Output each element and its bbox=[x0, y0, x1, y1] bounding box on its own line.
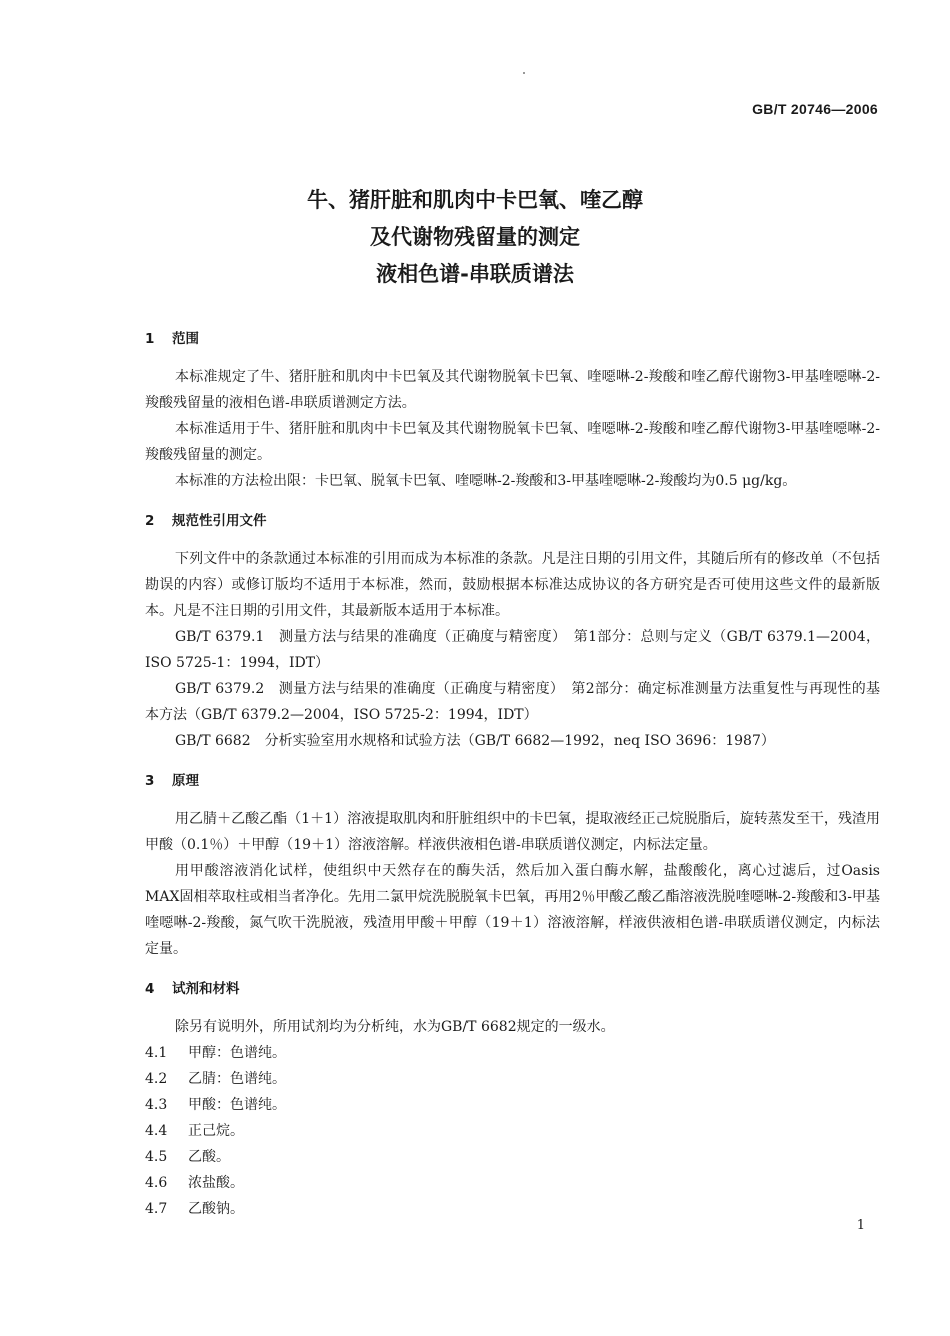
paragraph: 本标准的方法检出限：卡巴氧、脱氧卡巴氧、喹噁啉-2-羧酸和3-甲基喹噁啉-2-羧酸均为0.5 μg/kg。 bbox=[175, 473, 797, 489]
list-item bbox=[145, 1092, 880, 1118]
item-number: 4.5 bbox=[145, 1149, 168, 1165]
item-text: 乙腈：色谱纯。 bbox=[188, 1071, 286, 1087]
standard-code: GB/T 20746—2006 bbox=[752, 101, 878, 117]
list-item bbox=[145, 1066, 880, 1092]
reference-item: GB/T 6379.2 测量方法与结果的准确度（正确度与精密度） 第2部分：确定标准测量方法重复性与再现性的基本方法（GB/T 6379.2—2004，ISO 5725-2：1994，IDT） bbox=[145, 681, 880, 723]
section-title: 试剂和材料 bbox=[172, 981, 240, 997]
list-item bbox=[145, 1170, 880, 1196]
paragraph: 除另有说明外，所用试剂均为分析纯，水为GB/T 6682规定的一级水。 bbox=[175, 1019, 615, 1035]
item-text: 浓盐酸。 bbox=[188, 1175, 244, 1191]
reference-item: GB/T 6682 分析实验室用水规格和试验方法（GB/T 6682—1992，neq ISO 3696：1987） bbox=[175, 733, 775, 749]
paragraph: 用乙腈＋乙酸乙酯（1＋1）溶液提取肌肉和肝脏组织中的卡巴氧，提取液经正己烷脱脂后，旋转蒸发至干，残渣用甲酸（0.1％）＋甲醇（19＋1）溶液溶解。样液供液相色谱-串联质谱仪测定，内标法定量。 bbox=[145, 811, 880, 853]
title-line-3: 液相色谱-串联质谱法 bbox=[376, 262, 574, 286]
section-heading-normative-references bbox=[145, 508, 880, 534]
document-title bbox=[0, 182, 950, 293]
paragraph: 下列文件中的条款通过本标准的引用而成为本标准的条款。凡是注日期的引用文件，其随后所有的修改单（不包括勘误的内容）或修订版均不适用于本标准，然而，鼓励根据本标准达成协议的各方研究是否可使用这些文件的最新版本。凡是不注日期的引用文件，其最新版本适用于本标准。 bbox=[145, 551, 880, 619]
section-number: 1 bbox=[145, 331, 155, 347]
section-number: 2 bbox=[145, 513, 155, 529]
reference-item: GB/T 6379.1 测量方法与结果的准确度（正确度与精密度） 第1部分：总则与定义（GB/T 6379.1—2004，ISO 5725-1：1994，IDT） bbox=[145, 629, 880, 671]
section-heading-scope bbox=[145, 326, 880, 352]
item-number: 4.2 bbox=[145, 1071, 168, 1087]
section-heading-principle bbox=[145, 768, 880, 794]
section-heading-reagents bbox=[145, 976, 880, 1002]
list-item bbox=[145, 1144, 880, 1170]
list-item bbox=[145, 1040, 880, 1066]
scan-speck bbox=[523, 72, 525, 74]
title-line-2: 及代谢物残留量的测定 bbox=[370, 225, 580, 249]
item-number: 4.6 bbox=[145, 1175, 168, 1191]
item-number: 4.7 bbox=[145, 1201, 168, 1217]
section-title: 范围 bbox=[172, 331, 199, 347]
paragraph: 本标准适用于牛、猪肝脏和肌肉中卡巴氧及其代谢物脱氧卡巴氧、喹噁啉-2-羧酸和喹乙醇代谢物3-甲基喹噁啉-2-羧酸残留量的测定。 bbox=[145, 421, 880, 463]
section-title: 原理 bbox=[172, 773, 199, 789]
item-text: 乙酸。 bbox=[188, 1149, 230, 1165]
paragraph: 用甲酸溶液消化试样，使组织中天然存在的酶失活，然后加入蛋白酶水解，盐酸酸化，离心过滤后，过Oasis MAX固相萃取柱或相当者净化。先用二氯甲烷洗脱脱氧卡巴氧，再用2％甲酸乙酸乙酯溶液洗脱喹噁啉-2-羧酸和3-甲基喹噁啉-2-羧酸，氮气吹干洗脱液，残渣用甲酸＋甲醇（19＋1）溶液溶解，样液供液相色谱-串联质谱仪测定，内标法定量。 bbox=[145, 863, 880, 957]
item-number: 4.4 bbox=[145, 1123, 168, 1139]
title-line-1: 牛、猪肝脏和肌肉中卡巴氧、喹乙醇 bbox=[307, 188, 643, 212]
item-text: 正己烷。 bbox=[188, 1123, 244, 1139]
section-number: 3 bbox=[145, 773, 155, 789]
list-item bbox=[145, 1118, 880, 1144]
list-item bbox=[145, 1196, 880, 1222]
item-text: 甲醇：色谱纯。 bbox=[188, 1045, 286, 1061]
section-number: 4 bbox=[145, 981, 155, 997]
document-body bbox=[145, 326, 880, 1222]
item-text: 乙酸钠。 bbox=[188, 1201, 244, 1217]
item-text: 甲酸：色谱纯。 bbox=[188, 1097, 286, 1113]
section-title: 规范性引用文件 bbox=[172, 513, 267, 529]
paragraph: 本标准规定了牛、猪肝脏和肌肉中卡巴氧及其代谢物脱氧卡巴氧、喹噁啉-2-羧酸和喹乙醇代谢物3-甲基喹噁啉-2-羧酸残留量的液相色谱-串联质谱测定方法。 bbox=[145, 369, 880, 411]
page-number: 1 bbox=[856, 1218, 865, 1233]
item-number: 4.1 bbox=[145, 1045, 168, 1061]
item-number: 4.3 bbox=[145, 1097, 168, 1113]
